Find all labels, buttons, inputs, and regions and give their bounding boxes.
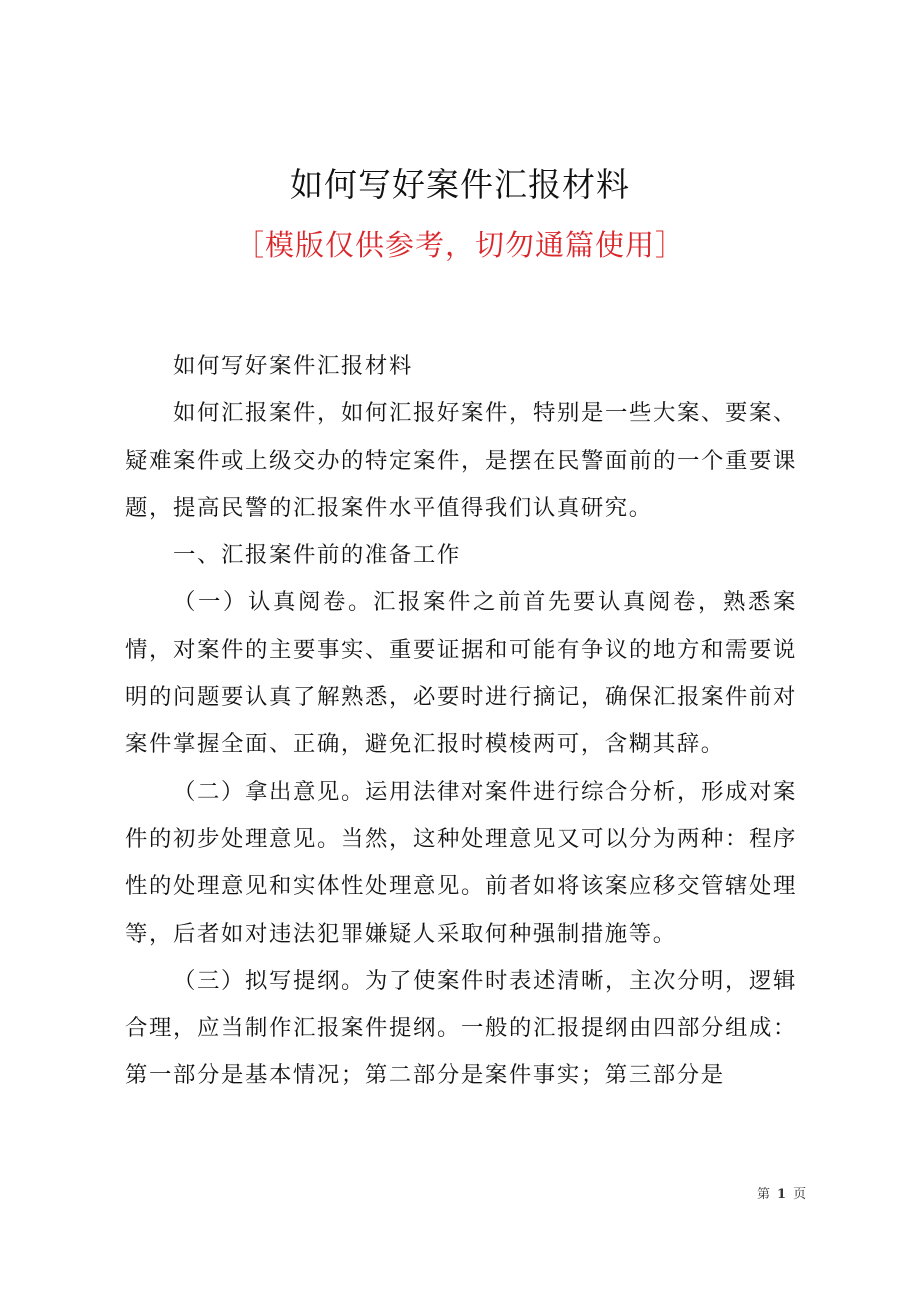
document-body — [125, 343, 797, 1100]
page-number: 1 — [777, 1187, 788, 1202]
paragraph-form-opinion: （二）拿出意见。运用法律对案件进行综合分析，形成对案件的初步处理意见。当然，这种处理意见又可以分为两种：程序性的处理意见和实体性处理意见。前者如将该案应移交管辖处理等，后者如对违法犯罪嫌疑人采取何种强制措施等。 — [125, 778, 797, 947]
paragraph-intro: 如何汇报案件，如何汇报好案件，特别是一些大案、要案、疑难案件或上级交办的特定案件，是摆在民警面前的一个重要课题，提高民警的汇报案件水平值得我们认真研究。 — [125, 400, 797, 521]
paragraph-heading: 如何写好案件汇报材料 — [173, 353, 413, 379]
page-number-footer — [757, 1186, 807, 1204]
page-prefix: 第 — [757, 1187, 772, 1202]
page-suffix: 页 — [793, 1187, 808, 1202]
paragraph-read-files: （一）认真阅卷。汇报案件之前首先要认真阅卷，熟悉案情，对案件的主要事实、重要证据和可能有争议的地方和需要说明的问题要认真了解熟悉，必要时进行摘记，确保汇报案件前对案件掌握全面、正确，避免汇报时模棱两可，含糊其辞。 — [125, 589, 797, 758]
template-disclaimer: ［模版仅供参考，切勿通篇使用］ — [234, 228, 685, 262]
paragraph-draft-outline: （三）拟写提纲。为了使案件时表述清晰，主次分明，逻辑合理，应当制作汇报案件提纲。一般的汇报提纲由四部分组成：第一部分是基本情况；第二部分是案件事实；第三部分是 — [125, 967, 797, 1089]
section-heading-preparation: 一、汇报案件前的准备工作 — [173, 542, 461, 569]
document-title: 如何写好案件汇报材料 — [290, 165, 630, 204]
